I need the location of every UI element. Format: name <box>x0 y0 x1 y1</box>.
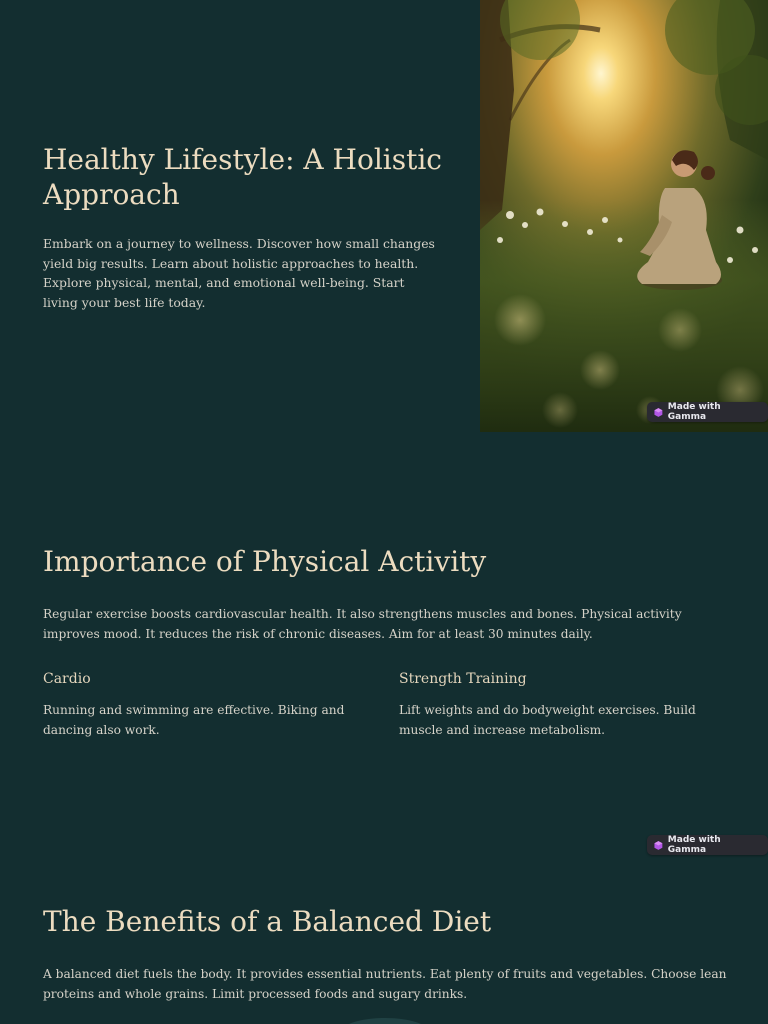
cardio-text: Running and swimming are effective. Biking and dancing also work. <box>43 703 345 737</box>
badge-label: Made with Gamma <box>667 835 721 855</box>
hero-title: Healthy Lifestyle: A Holistic Approach <box>43 143 442 211</box>
hero-description: Embark on a journey to wellness. Discover how small changes yield big results. Learn about holistic approaches to health. Explore physical, mental, and emotional well-being. Start living your best life today. <box>43 236 435 310</box>
gamma-gem-icon <box>654 841 663 850</box>
hero-text-block <box>43 142 443 312</box>
next-slide-graphic-peek <box>340 1018 430 1024</box>
physical-activity-body: Regular exercise boosts cardiovascular health. It also strengthens muscles and bones. Physical activity improves mood. It reduces the risk of chronic diseases. Aim for at least 30 minutes daily. <box>43 607 682 641</box>
badge-label: Made with Gamma <box>667 402 721 422</box>
balanced-diet-body: A balanced diet fuels the body. It provides essential nutrients. Eat plenty of fruits and vegetables. Choose lean proteins and whole grains. Limit processed foods and sugary drinks. <box>43 967 727 1001</box>
gamma-gem-icon <box>654 408 663 417</box>
meditation-photo <box>480 0 768 432</box>
balanced-diet-title: The Benefits of a Balanced Diet <box>43 905 492 938</box>
strength-training-text: Lift weights and do bodyweight exercises. Build muscle and increase metabolism. <box>399 703 696 737</box>
made-with-gamma-badge[interactable] <box>647 402 768 422</box>
cardio-heading: Cardio <box>43 671 91 687</box>
strength-training-column <box>399 669 724 740</box>
strength-training-heading: Strength Training <box>399 671 527 687</box>
physical-activity-title: Importance of Physical Activity <box>43 545 487 578</box>
made-with-gamma-badge[interactable] <box>647 835 768 855</box>
cardio-column <box>43 669 368 740</box>
